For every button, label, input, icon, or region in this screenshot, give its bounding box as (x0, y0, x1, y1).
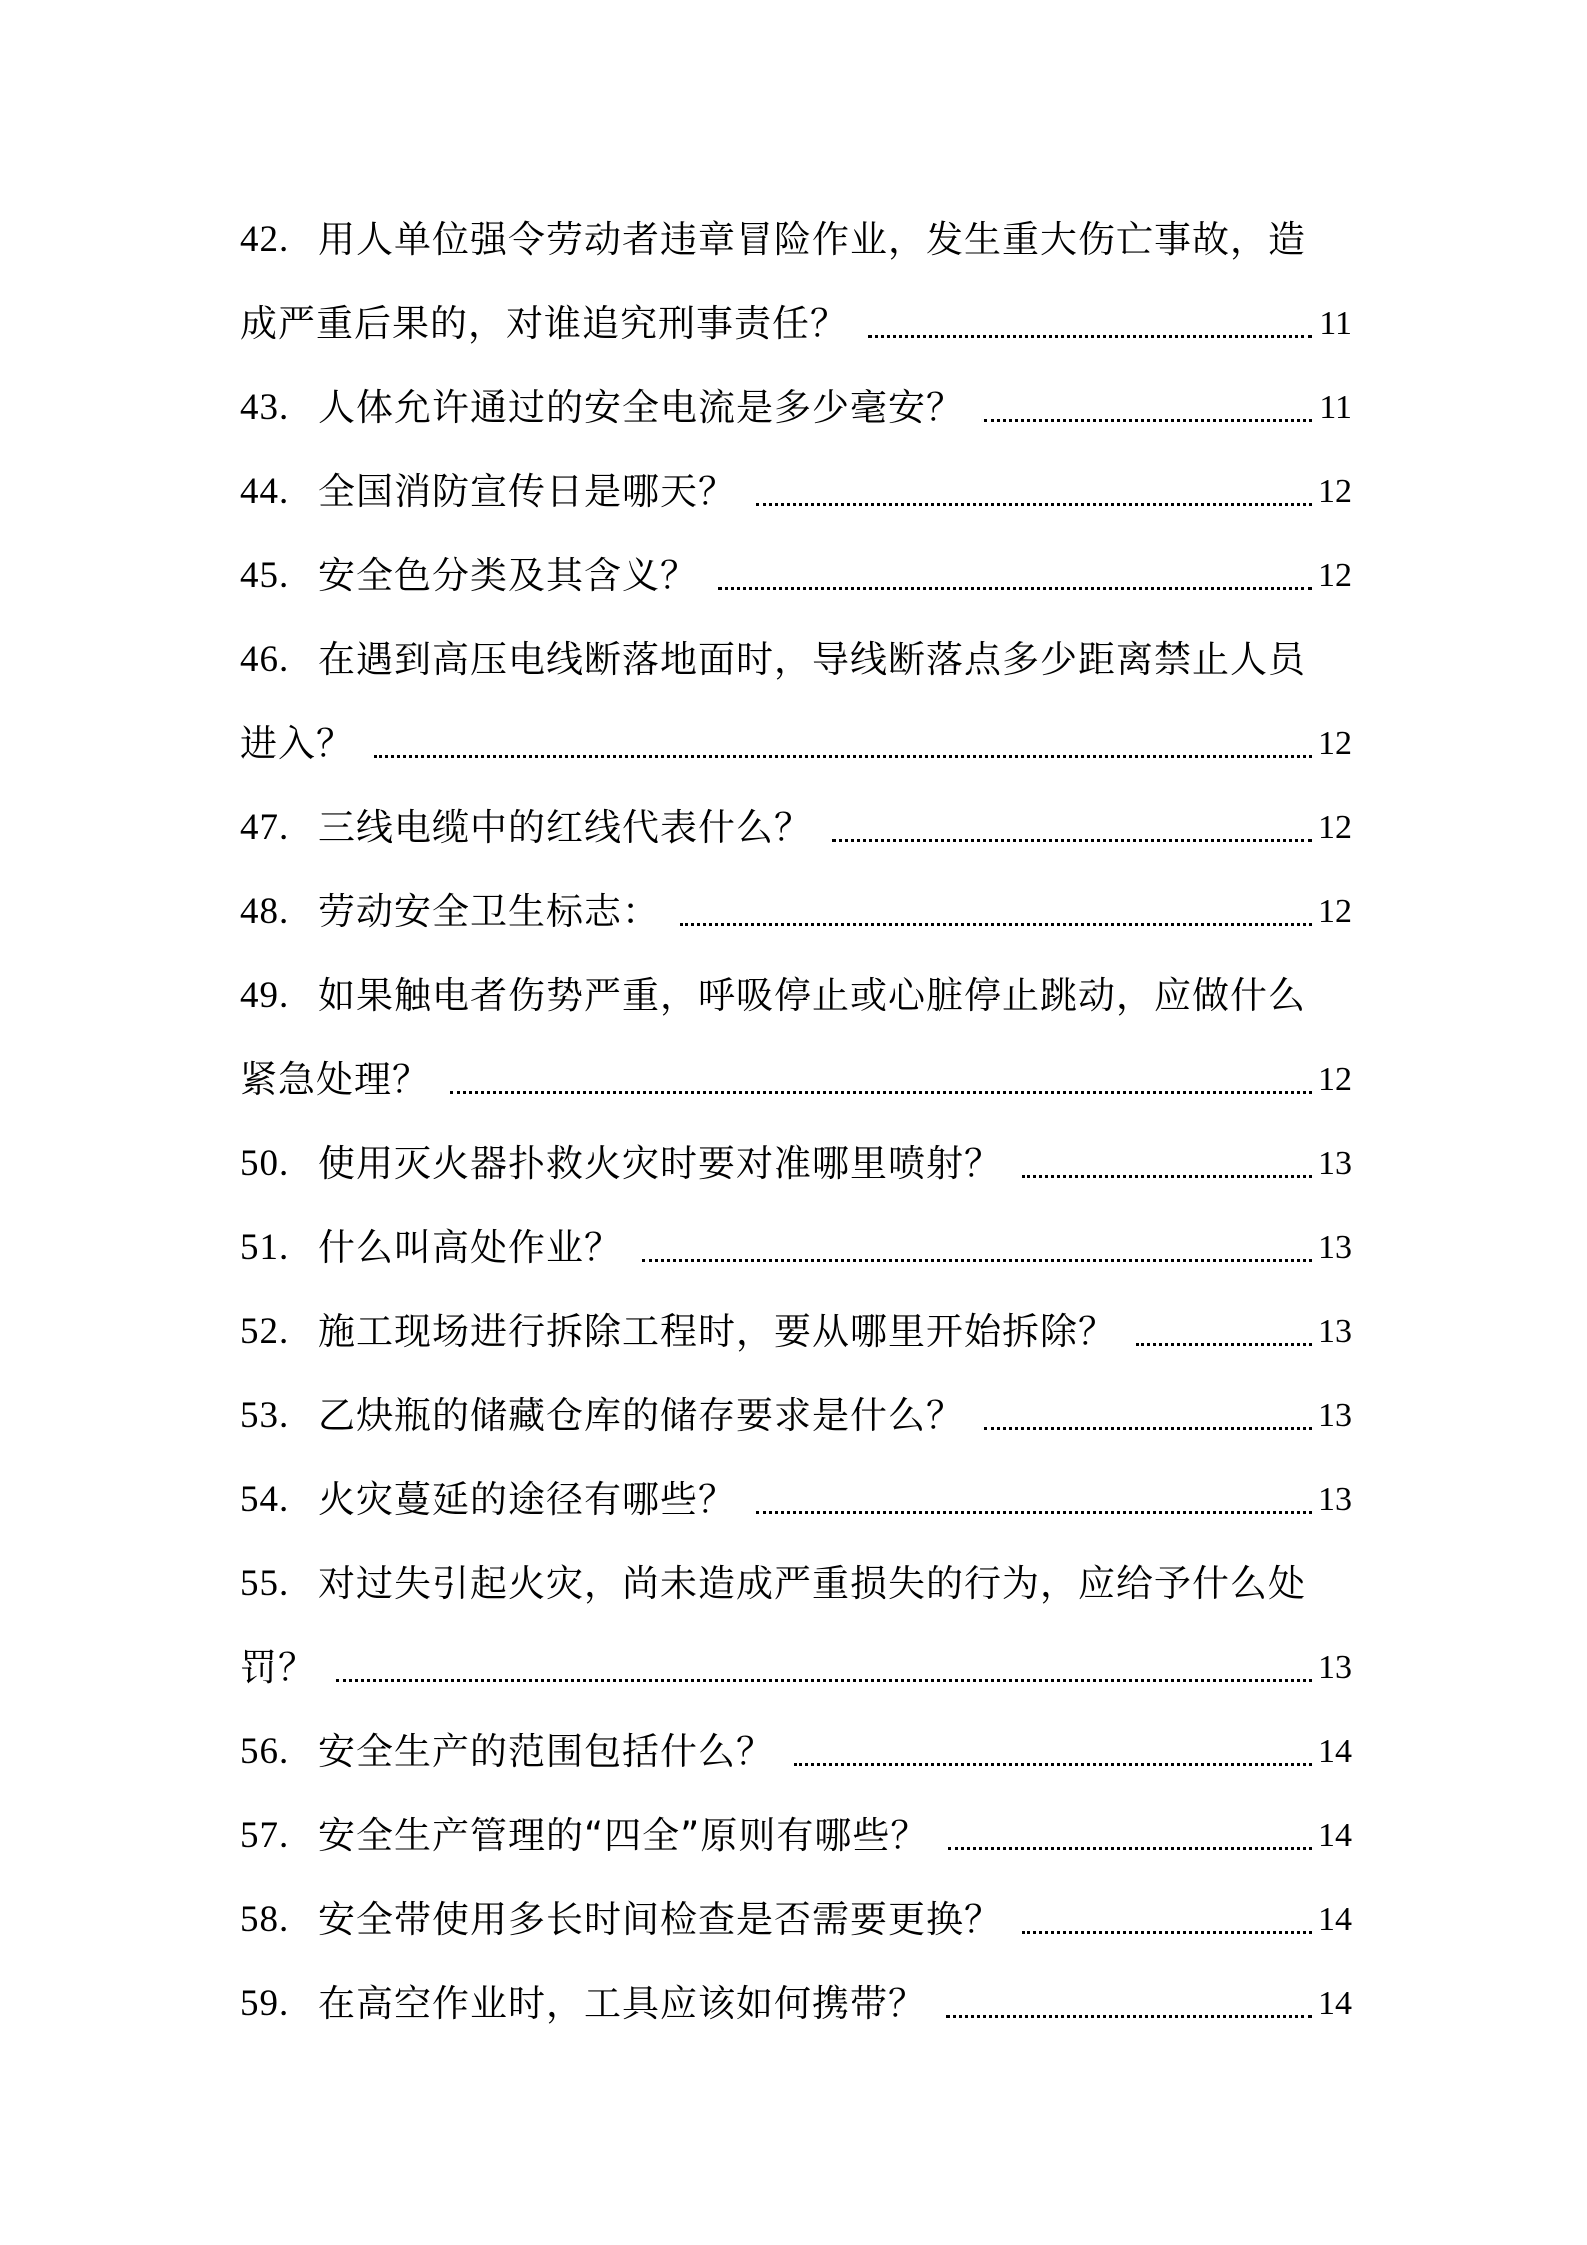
dot-leader (1136, 1343, 1312, 1346)
toc-page-number: 12 (1318, 557, 1352, 594)
toc-entry-title: 用人单位强令劳动者违章冒险作业，发生重大伤亡事故，造 (318, 218, 1306, 261)
toc-entry-number: 52. (240, 1311, 290, 1352)
toc-page-number: 13 (1318, 1397, 1352, 1434)
toc-entry-title: 如果触电者伤势严重，呼吸停止或心脏停止跳动，应做什么 (318, 974, 1306, 1017)
toc-entry-number: 43. (240, 387, 290, 428)
toc-entry-title: 安全色分类及其含义？ (318, 554, 698, 597)
toc-entry-line[interactable] (240, 954, 1352, 1038)
toc-entry-title: 进入？ (240, 722, 354, 765)
toc-entry-line[interactable] (240, 1710, 1352, 1794)
toc-page-number: 13 (1318, 1145, 1352, 1182)
toc-entry-title: 劳动安全卫生标志： (318, 890, 660, 933)
toc-page-number: 11 (1319, 389, 1352, 426)
toc-entry-line[interactable] (240, 1962, 1352, 2046)
dot-leader (756, 1511, 1312, 1514)
toc-page-number: 12 (1318, 725, 1352, 762)
toc-entry-number: 46. (240, 639, 290, 680)
toc-entry-title: 在高空作业时，工具应该如何携带？ (318, 1982, 926, 2025)
toc-entry-line[interactable] (240, 702, 1352, 786)
toc-entry-number: 49. (240, 975, 290, 1016)
toc-entry-line[interactable] (240, 450, 1352, 534)
toc-page-number: 12 (1318, 473, 1352, 510)
toc-page-number: 12 (1318, 1061, 1352, 1098)
toc-entry-number: 57. (240, 1815, 290, 1856)
toc-page-number: 14 (1318, 1817, 1352, 1854)
toc-entry-line[interactable] (240, 1206, 1352, 1290)
toc-entry-number: 59. (240, 1983, 290, 2024)
dot-leader (336, 1679, 1312, 1682)
toc-entry-title: 什么叫高处作业？ (318, 1226, 622, 1269)
dot-leader (756, 503, 1312, 506)
toc-entry-title: 对过失引起火灾，尚未造成严重损失的行为，应给予什么处 (318, 1562, 1306, 1605)
toc-entry-number: 42. (240, 219, 290, 260)
table-of-contents (240, 198, 1352, 2046)
toc-entry-line[interactable] (240, 1038, 1352, 1122)
dot-leader (718, 587, 1312, 590)
toc-page-number: 11 (1319, 305, 1352, 342)
toc-entry-number: 58. (240, 1899, 290, 1940)
toc-page-number: 13 (1318, 1313, 1352, 1350)
toc-entry-number: 44. (240, 471, 290, 512)
dot-leader (680, 923, 1312, 926)
toc-entry-line[interactable] (240, 1626, 1352, 1710)
toc-entry-title: 使用灭火器扑救火灾时要对准哪里喷射？ (318, 1142, 1002, 1185)
dot-leader (642, 1259, 1312, 1262)
toc-page-number: 12 (1318, 893, 1352, 930)
toc-page-number: 13 (1318, 1229, 1352, 1266)
toc-page-number: 12 (1318, 809, 1352, 846)
toc-entry-line[interactable] (240, 366, 1352, 450)
toc-entry-number: 45. (240, 555, 290, 596)
toc-entry-line[interactable] (240, 1542, 1352, 1626)
toc-entry-number: 51. (240, 1227, 290, 1268)
dot-leader (450, 1091, 1312, 1094)
toc-entry-number: 50. (240, 1143, 290, 1184)
toc-page-number: 14 (1318, 1985, 1352, 2022)
toc-entry-number: 56. (240, 1731, 290, 1772)
toc-entry-line[interactable] (240, 1374, 1352, 1458)
toc-entry-title: 人体允许通过的安全电流是多少毫安？ (318, 386, 964, 429)
toc-entry-line[interactable] (240, 870, 1352, 954)
toc-entry-title: 乙炔瓶的储藏仓库的储存要求是什么？ (318, 1394, 964, 1437)
toc-entry-title: 紧急处理？ (240, 1058, 430, 1101)
toc-entry-line[interactable] (240, 534, 1352, 618)
toc-entry-number: 47. (240, 807, 290, 848)
dot-leader (868, 335, 1312, 338)
dot-leader (984, 419, 1312, 422)
dot-leader (946, 2015, 1312, 2018)
dot-leader (1022, 1175, 1312, 1178)
dot-leader (1022, 1931, 1312, 1934)
toc-entry-title: 安全生产的范围包括什么？ (318, 1730, 774, 1773)
toc-entry-line[interactable] (240, 1290, 1352, 1374)
toc-page-number: 14 (1318, 1901, 1352, 1938)
toc-entry-title: 全国消防宣传日是哪天？ (318, 470, 736, 513)
toc-entry-line[interactable] (240, 786, 1352, 870)
toc-entry-title: 成严重后果的，对谁追究刑事责任？ (240, 302, 848, 345)
toc-entry-title: 火灾蔓延的途径有哪些？ (318, 1478, 736, 1521)
dot-leader (794, 1763, 1312, 1766)
toc-entry-number: 55. (240, 1563, 290, 1604)
toc-entry-title: 在遇到高压电线断落地面时，导线断落点多少距离禁止人员 (318, 638, 1306, 681)
toc-page-number: 14 (1318, 1733, 1352, 1770)
toc-entry-line[interactable] (240, 1794, 1352, 1878)
toc-entry-line[interactable] (240, 1122, 1352, 1206)
toc-entry-title: 罚？ (240, 1646, 316, 1689)
toc-entry-number: 53. (240, 1395, 290, 1436)
toc-entry-title: 安全生产管理的“四全”原则有哪些？ (318, 1814, 929, 1857)
toc-page-number: 13 (1318, 1481, 1352, 1518)
toc-entry-title: 安全带使用多长时间检查是否需要更换？ (318, 1898, 1002, 1941)
toc-entry-number: 48. (240, 891, 290, 932)
toc-entry-number: 54. (240, 1479, 290, 1520)
toc-entry-title: 三线电缆中的红线代表什么？ (318, 806, 812, 849)
dot-leader (984, 1427, 1312, 1430)
dot-leader (948, 1847, 1312, 1850)
toc-entry-line[interactable] (240, 618, 1352, 702)
toc-entry-line[interactable] (240, 198, 1352, 282)
toc-entry-title: 施工现场进行拆除工程时，要从哪里开始拆除？ (318, 1310, 1116, 1353)
dot-leader (374, 755, 1312, 758)
toc-entry-line[interactable] (240, 1458, 1352, 1542)
toc-entry-line[interactable] (240, 1878, 1352, 1962)
toc-page-number: 13 (1318, 1649, 1352, 1686)
toc-entry-line[interactable] (240, 282, 1352, 366)
dot-leader (832, 839, 1312, 842)
